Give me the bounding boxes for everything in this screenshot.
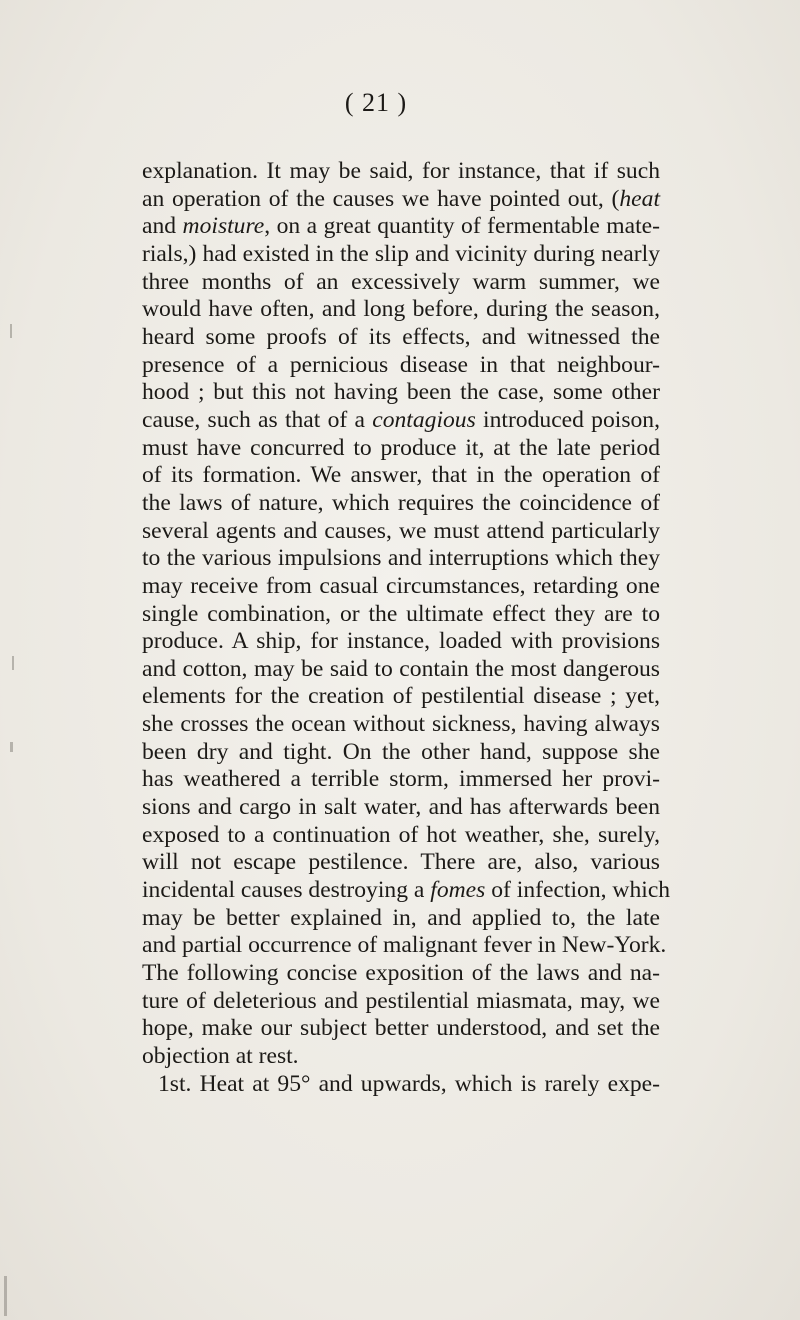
text-line xyxy=(142,932,667,960)
text-line xyxy=(142,1043,660,1071)
text-line xyxy=(142,628,660,656)
italic-text: moisture xyxy=(182,213,265,240)
text-span: explanation. It may be said, for instance, that if such xyxy=(142,158,660,184)
text-line xyxy=(142,213,660,241)
italic-text: heat xyxy=(619,185,660,212)
text-line xyxy=(142,1071,660,1099)
text-line xyxy=(142,241,660,269)
text-span: single combination, or the ultimate effect they are to xyxy=(142,600,660,627)
text-line xyxy=(142,988,660,1016)
text-line xyxy=(142,407,660,435)
text-span: cause, such as that of a xyxy=(142,406,373,433)
text-line xyxy=(142,462,660,490)
body-text xyxy=(142,158,671,1098)
text-line xyxy=(142,379,660,407)
text-line xyxy=(142,545,660,573)
text-span: presence of a pernicious disease in that neighbour- xyxy=(142,351,660,378)
text-line xyxy=(142,739,660,767)
text-span: she crosses the ocean without sickness, having always xyxy=(142,711,660,738)
text-line xyxy=(142,490,660,518)
text-line xyxy=(142,766,660,794)
text-span: exposed to a continuation of hot weather, she, surely, xyxy=(142,821,660,848)
text-line xyxy=(142,324,660,352)
scan-mark xyxy=(12,656,14,670)
scan-mark xyxy=(4,1276,7,1316)
text-line xyxy=(142,877,671,905)
scan-mark xyxy=(10,324,12,338)
text-span: incidental causes destroying a xyxy=(142,877,431,904)
text-span: hood ; but this not having been the case, some other xyxy=(142,379,660,406)
text-span: of its formation. We answer, that in the operation of xyxy=(142,462,660,489)
text-span: The following concise exposition of the laws and na- xyxy=(142,960,660,987)
text-line xyxy=(142,269,660,297)
text-span: heard some proofs of its effects, and witnessed the xyxy=(142,323,660,350)
text-line xyxy=(142,1015,660,1043)
scan-mark xyxy=(10,742,13,752)
text-line xyxy=(142,158,660,186)
text-span: and cotton, may be said to contain the most dangerous xyxy=(142,655,660,682)
text-span: sions and cargo in salt water, and has afterwards been xyxy=(142,794,660,821)
text-line xyxy=(142,435,660,463)
text-span: hope, make our subject better understood, and set the xyxy=(142,1015,660,1042)
text-line xyxy=(142,905,660,933)
text-line xyxy=(142,352,660,380)
italic-text: fomes xyxy=(430,877,486,904)
text-span: objection at rest. xyxy=(142,1043,299,1069)
text-span: to the various impulsions and interruptions which they xyxy=(142,545,660,572)
text-line xyxy=(142,656,660,684)
text-span: may receive from casual circumstances, retarding one xyxy=(142,572,660,599)
text-span: three months of an excessively warm summer, we xyxy=(142,268,660,295)
text-line xyxy=(142,296,660,324)
text-span: has weathered a terrible storm, immersed her provi- xyxy=(142,766,660,793)
text-span: and partial occurrence of malignant fever in New-York. xyxy=(142,932,667,959)
text-span: been dry and tight. On the other hand, suppose she xyxy=(142,738,660,765)
text-line xyxy=(142,822,660,850)
text-line xyxy=(142,794,660,822)
text-line xyxy=(142,711,660,739)
text-span: will not escape pestilence. There are, also, various xyxy=(142,849,660,876)
text-span: elements for the creation of pestilential disease ; yet, xyxy=(142,683,660,710)
text-line xyxy=(142,518,660,546)
text-span: and xyxy=(142,213,183,240)
text-line xyxy=(142,960,660,988)
text-line xyxy=(142,573,660,601)
text-line xyxy=(142,186,660,214)
text-span: must have concurred to produce it, at the late period xyxy=(142,434,660,461)
page-number: ( 21 ) xyxy=(344,88,408,117)
text-span: would have often, and long before, during the season, xyxy=(142,296,660,323)
text-span: produce. A ship, for instance, loaded with provisions xyxy=(142,628,660,655)
text-span: rials,) had existed in the slip and vicinity during nearly xyxy=(142,240,660,267)
text-span: , on a great quantity of fermentable mate- xyxy=(264,213,660,240)
italic-text: contagious xyxy=(372,406,476,433)
text-span: may be better explained in, and applied to, the late xyxy=(142,904,660,931)
text-span: of infection, which xyxy=(485,877,671,904)
text-line xyxy=(142,683,660,711)
text-line xyxy=(142,601,660,629)
text-span: the laws of nature, which requires the coincidence of xyxy=(142,489,660,516)
text-span: 1st. Heat at 95° and upwards, which is rarely expe- xyxy=(158,1070,660,1097)
text-span: ture of deleterious and pestilential miasmata, may, we xyxy=(142,987,660,1014)
text-span: introduced poison, xyxy=(475,406,661,433)
text-line xyxy=(142,849,660,877)
text-span: an operation of the causes we have pointed out, ( xyxy=(142,185,620,212)
text-span: several agents and causes, we must attend particularly xyxy=(142,517,660,544)
